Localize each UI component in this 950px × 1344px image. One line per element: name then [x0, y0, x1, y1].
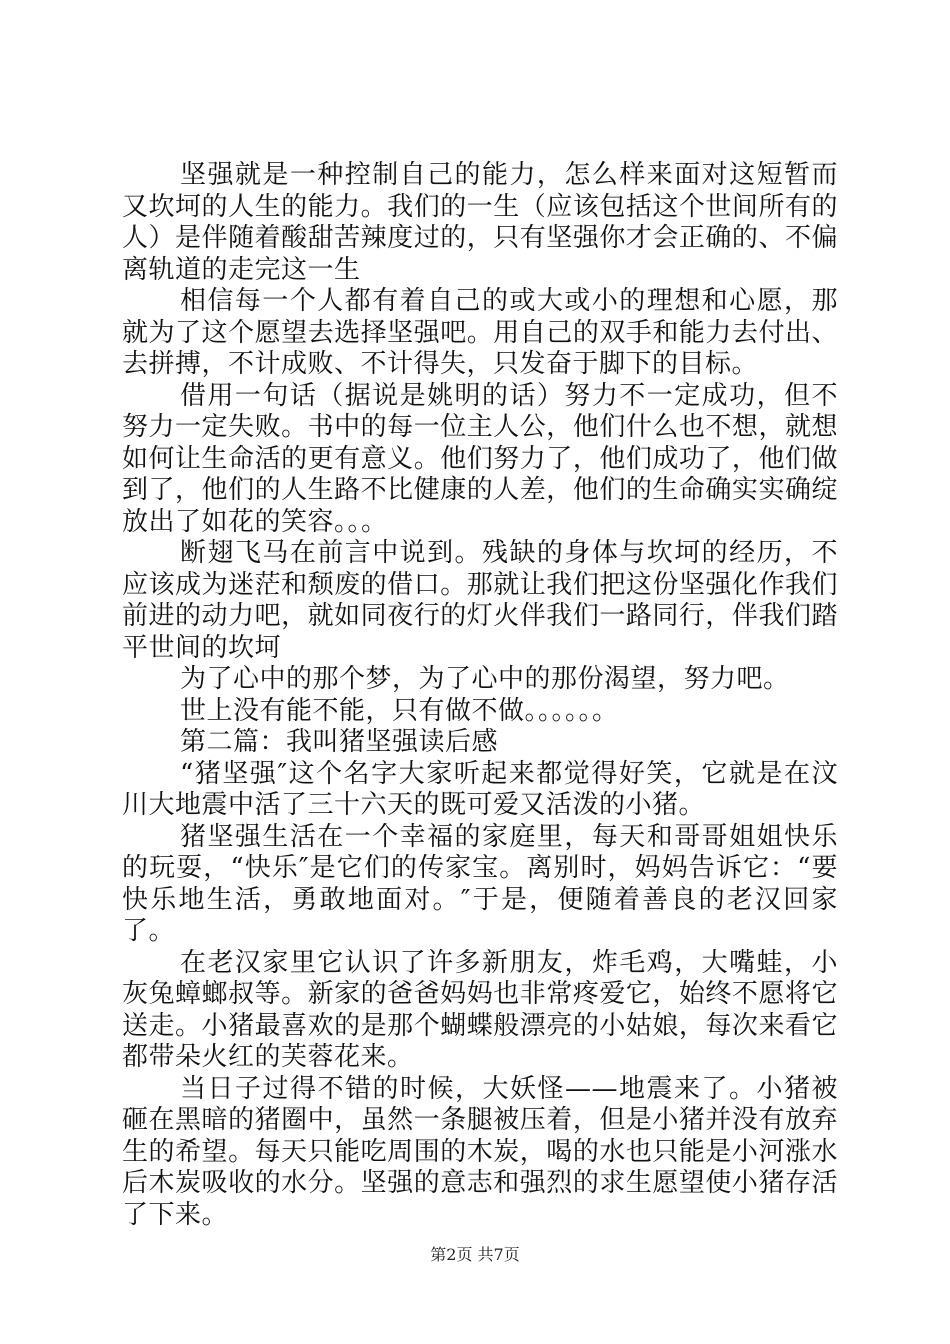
section-heading: 第二篇：我叫猪坚强读后感 [180, 727, 499, 757]
paragraph-8: “猪坚强″这个名字大家听起来都觉得好笑，它就是在汶川大地震中活了三十六天的既可爱又活泼的小猪。 [122, 758, 838, 820]
paragraph-9: 猪坚强生活在一个幸福的家庭里，每天和哥哥姐姐快乐的玩耍，“快乐″是它们的传家宝。离别时，妈妈告诉它：“要快乐地生活，勇敢地面对。″于是，便随着善良的老汉回家了。 [122, 821, 838, 946]
paragraph-11: 当日子过得不错的时候，大妖怪——地震来了。小猪被砸在黑暗的猪圈中，虽然一条腿被压着，但是小猪并没有放弃生的希望。每天只能吃周围的木炭，喝的水也只能是小河涨水后木炭吸收的水分。坚强的意志和强烈的求生愿望使小猪存活了下来。 [122, 1073, 838, 1230]
paragraph-1: 坚强就是一种控制自己的能力，怎么样来面对这短暂而又坎坷的人生的能力。我们的一生（应该包括这个世间所有的人）是伴随着酸甜苦辣度过的，只有坚强你才会正确的、不偏离轨道的走完这一生 [122, 160, 838, 285]
document-body [122, 160, 838, 1231]
page-number-footer: 第2页 共7页 [430, 1245, 520, 1264]
paragraph-3: 借用一句话（据说是姚明的话）努力不一定成功，但不努力一定失败。书中的每一位主人公，他们什么也不想，就想如何让生命活的更有意义。他们努力了，他们成功了，他们做到了，他们的人生路不比健康的人差，他们的生命确实实确绽放出了如花的笑容。。。 [122, 380, 838, 537]
paragraph-4: 断翅飞马在前言中说到。残缺的身体与坎坷的经历，不应该成为迷茫和颓废的借口。那就让我们把这份坚强化作我们前进的动力吧，就如同夜行的灯火伴我们一路同行，伴我们踏平世间的坎坷 [122, 538, 838, 663]
paragraph-5: 为了心中的那个梦，为了心中的那份渴望，努力吧。 [180, 664, 790, 694]
paragraph-10: 在老汉家里它认识了许多新朋友，炸毛鸡，大嘴蛙，小灰兔蟑螂叔等。新家的爸爸妈妈也非常疼爱它，始终不愿将它送走。小猪最喜欢的是那个蝴蝶般漂亮的小姑娘，每次来看它都带朵火红的芙蓉花来。 [122, 947, 838, 1072]
paragraph-6: 世上没有能不能，只有做不做。。。。。。 [180, 695, 619, 726]
paragraph-2: 相信每一个人都有着自己的或大或小的理想和心愿，那就为了这个愿望去选择坚强吧。用自己的双手和能力去付出、去拼搏，不计成败、不计得失，只发奋于脚下的目标。 [122, 286, 838, 379]
